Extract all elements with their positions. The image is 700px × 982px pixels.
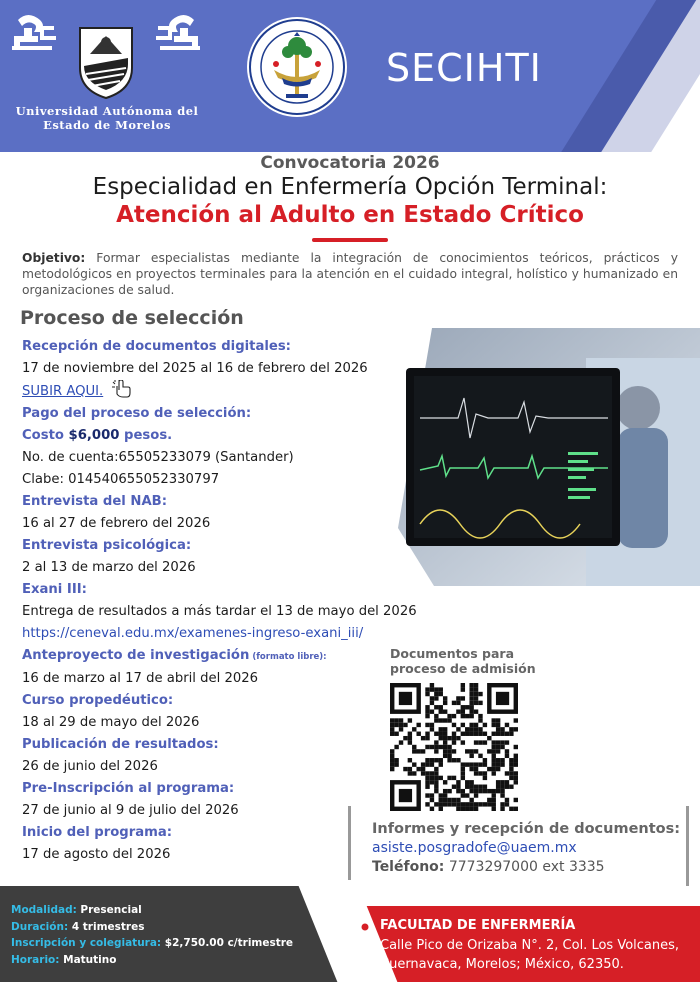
duration-label: Duración: <box>11 920 69 933</box>
reception-label: Recepción de documentos digitales: <box>22 339 291 354</box>
exani-link[interactable]: https://ceneval.edu.mx/examenes-ingreso-exani_iii/ <box>22 626 364 641</box>
course-label: Curso propedéutico: <box>22 693 174 708</box>
objective-paragraph <box>22 250 678 298</box>
objective-text: Formar especialistas mediante la integración de conocimientos teóricos, prácticos y metodológicos en proyectos terminales para la atención en el cuidado integral, holístico y humanizado en organizaciones de salud. <box>22 251 678 297</box>
secihti-logo: SECIHTI <box>386 46 542 90</box>
qr-caption <box>390 646 560 676</box>
clabe-number: Clabe: 014540655052330797 <box>22 472 220 487</box>
faculty-name: FACULTAD DE ENFERMERÍA <box>380 918 576 933</box>
qr-caption-line2: proceso de admisión <box>390 661 536 676</box>
fee-row <box>11 935 293 952</box>
program-subtitle: Atención al Adulto en Estado Crítico <box>116 202 584 228</box>
results-label: Publicación de resultados: <box>22 737 219 752</box>
phone-label: Teléfono: <box>372 859 445 875</box>
prereg-label: Pre-Inscripción al programa: <box>22 781 235 796</box>
duration-row <box>11 919 293 936</box>
course-dates: 18 al 29 de mayo del 2026 <box>22 715 200 730</box>
schedule-value: Matutino <box>59 953 117 966</box>
location-pin-icon <box>356 918 374 942</box>
modality-value: Presencial <box>76 904 142 916</box>
pointer-hand-icon <box>111 380 133 398</box>
address-line2: Cuernavaca, Morelos; México, 62350. <box>380 957 624 972</box>
objective-label: Objetivo: <box>22 251 86 265</box>
university-name <box>8 104 206 132</box>
schedule-label: Horario: <box>11 953 60 966</box>
faculty-address <box>380 936 679 974</box>
step-psych <box>22 535 462 557</box>
cost-row <box>22 425 462 447</box>
convocatoria-year: Convocatoria 2026 <box>260 153 440 173</box>
contact-info <box>372 820 692 877</box>
exani-text: Entrega de resultados a más tardar el 13 de mayo del 2026 <box>22 604 417 619</box>
uaem-logo <box>10 6 202 102</box>
exani-link-row <box>22 623 462 645</box>
project-dates: 16 de marzo al 17 de abril del 2026 <box>22 671 259 686</box>
step-exani <box>22 579 462 601</box>
program-details-panel <box>0 886 345 982</box>
contact-divider <box>348 806 351 880</box>
step-reception-label <box>22 336 462 358</box>
contact-email[interactable]: asiste.posgradofe@uaem.mx <box>372 840 577 856</box>
schedule-row <box>11 952 293 969</box>
faculty-seal <box>246 16 348 118</box>
upload-link[interactable]: SUBIR AQUI. <box>22 384 104 399</box>
fee-value: $2,750.00 c/trimestre <box>161 937 294 949</box>
address-line1: Calle Pico de Orizaba N°. 2, Col. Los Volcanes, <box>380 938 680 953</box>
selection-process-title: Proceso de selección <box>20 307 244 329</box>
phone-number: 7773297000 ext 3335 <box>444 859 605 875</box>
project-label: Anteproyecto de investigación <box>22 648 250 663</box>
contact-heading: Informes y recepción de documentos: <box>372 821 681 837</box>
university-name-line1: Universidad Autónoma del <box>15 104 199 118</box>
step-payment <box>22 403 462 425</box>
prereg-dates: 27 de junio al 9 de julio del 2026 <box>22 803 239 818</box>
project-note: (formato libre): <box>249 652 327 662</box>
results-dates: 26 de junio del 2026 <box>22 759 158 774</box>
start-label: Inicio del programa: <box>22 825 173 840</box>
start-date: 17 de agosto del 2026 <box>22 847 171 862</box>
header-banner <box>0 0 700 152</box>
qr-code[interactable] <box>390 683 518 811</box>
cost-amount: $6,000 <box>68 428 120 443</box>
reception-dates: 17 de noviembre del 2025 al 16 de febrero del 2026 <box>22 361 368 376</box>
university-name-line2: Estado de Morelos <box>43 118 171 132</box>
title-underline <box>312 238 388 242</box>
account-number: No. de cuenta:65505233079 (Santander) <box>22 450 294 465</box>
nab-label: Entrevista del NAB: <box>22 494 167 509</box>
modality-label: Modalidad: <box>11 904 77 916</box>
duration-value: 4 trimestres <box>68 920 145 933</box>
exani-label: Exani III: <box>22 582 87 597</box>
upload-row <box>22 380 462 403</box>
cost-suffix: pesos. <box>119 428 173 443</box>
fee-label: Inscripción y colegiatura: <box>11 937 162 949</box>
cost-prefix: Costo <box>22 428 69 443</box>
program-title: Especialidad en Enfermería Opción Terminal: <box>92 174 608 200</box>
payment-label: Pago del proceso de selección: <box>22 406 252 421</box>
modality-row <box>11 902 293 919</box>
nab-dates: 16 al 27 de febrero del 2026 <box>22 516 211 531</box>
contact-phone-row <box>372 858 692 877</box>
psych-dates: 2 al 13 de marzo del 2026 <box>22 560 196 575</box>
step-nab <box>22 491 462 513</box>
psych-label: Entrevista psicológica: <box>22 538 192 553</box>
qr-caption-line1: Documentos para <box>390 646 515 661</box>
